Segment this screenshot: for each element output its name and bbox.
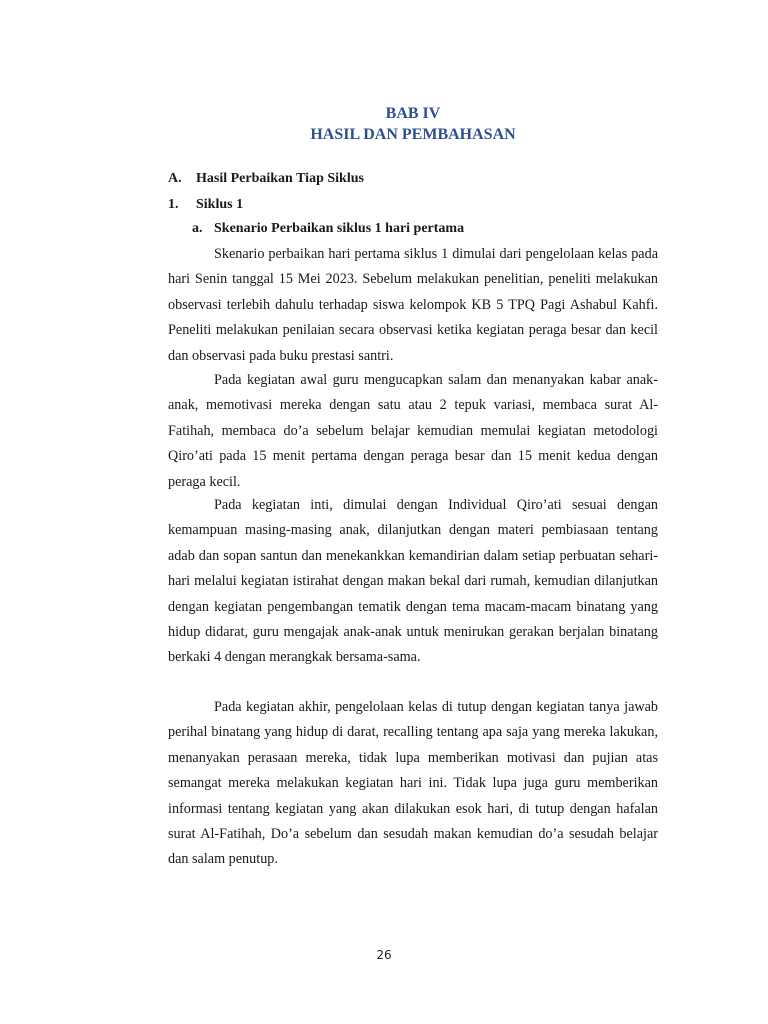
page-number: 26 (376, 948, 392, 962)
subsubsection-heading-a (192, 221, 464, 237)
paragraph-4: Pada kegiatan akhir, pengelolaan kelas di tutup dengan kegiatan tanya jawab perihal binatang yang hidup di darat, recalling tentang apa saja yang mereka lakukan, menanyakan perasaan mereka, tidak lupa memberikan motivasi dan pujian atas semangat mereka melakukan kegiatan hari ini. Tidak lupa juga guru memberikan informasi tentang kegiatan yang akan dilakukan esok hari, di tutup dengan hafalan surat Al-Fatihah, Do’a sebelum dan sesudah makan kemudian do’a sesudah belajar dan salam penutup. (168, 699, 658, 868)
subsubsection-number: a. (192, 221, 203, 236)
subsection-label: Siklus 1 (196, 197, 244, 212)
section-label: Hasil Perbaikan Tiap Siklus (196, 171, 364, 186)
paragraph-3: Pada kegiatan inti, dimulai dengan Individual Qiro’ati sesuai dengan kemampuan masing-masing anak, dilanjutkan dengan materi pembiasaan tentang adab dan sopan santun dan menekankkan kemandirian dalam setiap perbuatan sehari-hari melalui kegiatan istirahat dengan makan bekal dari rumah, kemudian dilanjutkan dengan kegiatan pengembangan tematik dengan tema macam-macam binatang yang hidup didarat, guru mengajak anak-anak untuk menirukan gerakan berjalan binatang berkaki 4 dengan merangkak bersama-sama. (168, 497, 658, 666)
subsection-heading-1 (168, 197, 243, 213)
chapter-number: BAB IV (385, 105, 441, 122)
chapter-title: HASIL DAN PEMBAHASAN (310, 126, 516, 143)
paragraph-2: Pada kegiatan awal guru mengucapkan salam dan menanyakan kabar anak-anak, memotivasi mereka dengan satu atau 2 tepuk variasi, membaca surat Al-Fatihah, membaca do’a sebelum belajar kemudian memulai kegiatan metodologi Qiro’ati pada 15 menit pertama dengan peraga besar dan 15 menit kedua dengan peraga kecil. (168, 372, 658, 490)
section-number: A. (168, 171, 182, 186)
paragraph-1: Skenario perbaikan hari pertama siklus 1 dimulai dari pengelolaan kelas pada hari Senin tanggal 15 Mei 2023. Sebelum melakukan penelitian, peneliti melakukan observasi terlebih dahulu terhadap siswa kelompok KB 5 TPQ Pagi Ashabul Kahfi. Peneliti melakukan penilaian secara observasi ketika kegiatan peraga besar dan kecil dan observasi pada buku prestasi santri. (168, 246, 658, 364)
section-heading-a (168, 171, 364, 187)
subsubsection-label: Skenario Perbaikan siklus 1 hari pertama (214, 221, 465, 236)
subsection-number: 1. (168, 197, 179, 212)
chapter-heading (168, 103, 658, 145)
